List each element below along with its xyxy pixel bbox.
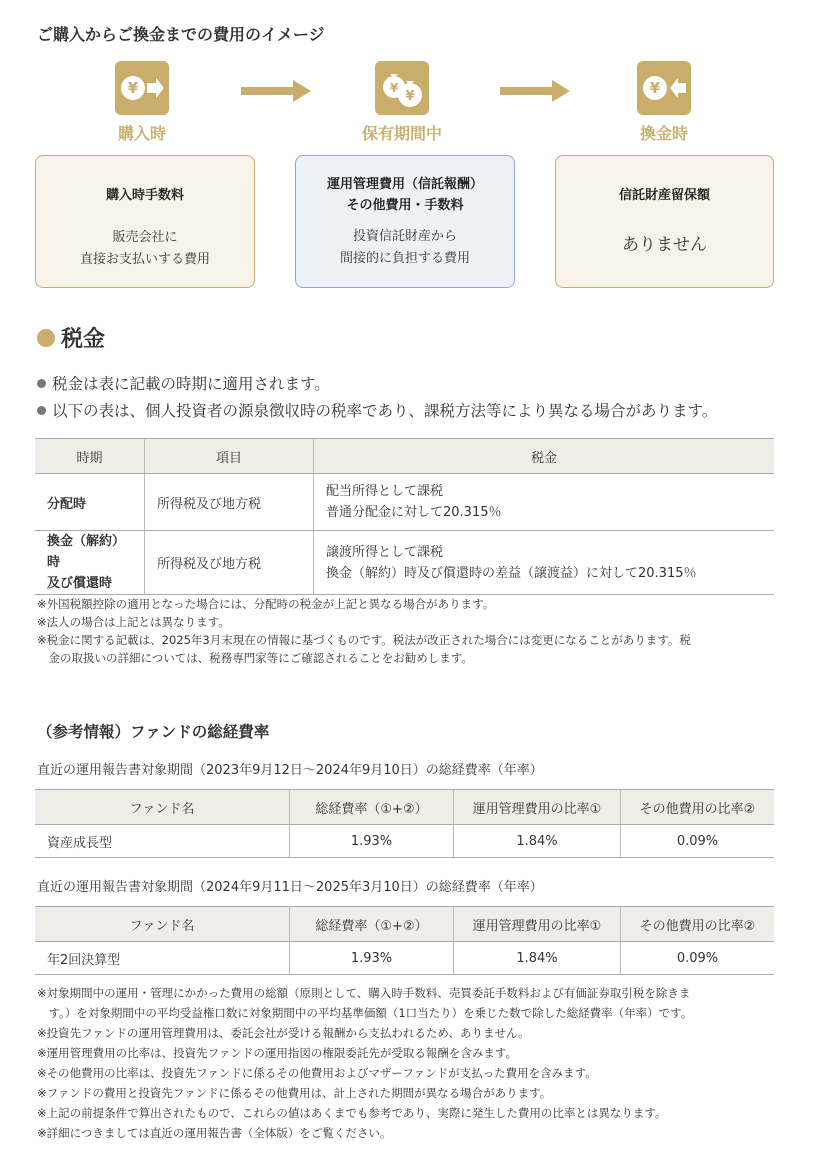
tax-notes: ※外国税額控除の適用となった場合には、分配時の税金が上記と異なる場合があります。 ※法人の場合は上記とは異なります。 ※税金に関する記載は、2025年3月末現在の情報に基づくものです。税法が改正された場合には変更になることがあります。税 金の取扱いの詳細については、税務専門家等にご確認されることをお勧めします。	[37, 597, 691, 665]
tax-period-cell: 換金（解約）時 及び償還時	[35, 531, 145, 595]
mgmt-ratio-cell: 1.84%	[454, 825, 621, 858]
yen-arrow-in-icon	[637, 61, 691, 115]
tax-rate-cell: 配当所得として課税 普通分配金に対して20.315％	[314, 474, 775, 531]
flow-step-purchase: 購入時	[117, 124, 166, 143]
table-row	[35, 825, 774, 858]
tax-item-cell: 所得税及び地方税	[145, 474, 314, 531]
svg-text:¥: ¥	[127, 79, 139, 97]
card-body-line: 直接お支払いする費用	[79, 252, 210, 267]
tax-heading	[37, 322, 105, 353]
bullet-dot-icon	[37, 379, 46, 388]
card-body-line: 販売会社に	[112, 230, 178, 245]
purchase-fee-card	[35, 155, 255, 288]
ratio-table	[35, 906, 774, 975]
card-title: 購入時手数料	[105, 188, 184, 203]
flow-arrow-icon	[500, 80, 570, 102]
ratio-period: 直近の運用報告書対象期間（2024年9月11日～2025年3月10日）の総経費率（年率）	[37, 880, 543, 895]
table-header: 税金	[314, 439, 775, 474]
flow-step-holding: 保有期間中	[361, 124, 442, 143]
table-row	[35, 474, 774, 531]
svg-text:¥: ¥	[405, 89, 415, 104]
card-title: 運用管理費用（信託報酬）	[326, 177, 483, 192]
flow-step-redemption: 換金時	[639, 124, 688, 143]
svg-text:¥: ¥	[649, 79, 661, 97]
bullet-dot-icon	[37, 406, 46, 415]
ratio-heading: （参考情報）ファンドの総経費率	[37, 723, 270, 741]
ratio-period: 直近の運用報告書対象期間（2023年9月12日～2024年9月10日）の総経費率（年率）	[37, 763, 543, 778]
table-header: 項目	[145, 439, 314, 474]
card-body-line: 投資信託財産から	[352, 229, 457, 244]
other-ratio-cell: 0.09%	[621, 825, 775, 858]
bullet-dot-icon	[37, 329, 55, 347]
ratio-notes: ※対象期間中の運用・管理にかかった費用の総額（原則として、購入時手数料、売買委託手数料および有価証券取引税を除きま す。）を対象期間中の平均受益権口数に対象期間中の平均基準価額（1口当たり）を乗じた数で除した総経費率（年率）です。 ※投資先ファンドの運用管理費用は、委託会社が受ける報酬から支払われるため、ありません。 ※運用管理費用の比率は、投資先ファンドの運用指図の権限委託先が受取る報酬を含みます。 ※その他費用の比率は、投資先ファンドに係るその他費用およびマザーファンドが支払った費用を含みます。 ※ファンドの費用と投資先ファンドに係るその他費用は、計上された期間が異なる場合があります。 ※上記の前提条件で算出されたもので、これらの値はあくまでも参考であり、実際に発生した費用の比率とは異なります。 ※詳細につきましては直近の運用報告書（全体版）をご覧ください。	[37, 986, 693, 1140]
table-header: 運用管理費用の比率①	[454, 907, 621, 942]
mgmt-ratio-cell: 1.84%	[454, 942, 621, 975]
tax-period-cell: 分配時	[35, 474, 145, 531]
trust-reserve-card	[555, 155, 774, 288]
tax-table	[35, 438, 774, 595]
table-header: 総経費率（①+②）	[290, 907, 454, 942]
table-header: 運用管理費用の比率①	[454, 790, 621, 825]
table-header: その他費用の比率②	[621, 907, 775, 942]
svg-text:¥: ¥	[389, 81, 399, 95]
fund-name-cell: 年2回決算型	[35, 942, 290, 975]
money-bags-yen-icon	[375, 61, 429, 115]
table-header: ファンド名	[35, 907, 290, 942]
total-ratio-cell: 1.93%	[290, 825, 454, 858]
table-header: ファンド名	[35, 790, 290, 825]
table-header: その他費用の比率②	[621, 790, 775, 825]
tax-rate-cell: 譲渡所得として課税 換金（解約）時及び償還時の差益（譲渡益）に対して20.315％	[314, 531, 775, 595]
table-header: 時期	[35, 439, 145, 474]
ratio-table	[35, 789, 774, 858]
flow-arrow-icon	[241, 80, 311, 102]
fund-name-cell: 資産成長型	[35, 825, 290, 858]
table-row	[35, 531, 774, 595]
card-title: 信託財産留保額	[618, 188, 710, 203]
other-ratio-cell: 0.09%	[621, 942, 775, 975]
card-title: その他費用・手数料	[346, 198, 464, 213]
tax-item-cell: 所得税及び地方税	[145, 531, 314, 595]
tax-bullet: 以下の表は、個人投資者の源泉徴収時の税率であり、課税方法等により異なる場合があります。	[37, 399, 717, 421]
total-ratio-cell: 1.93%	[290, 942, 454, 975]
card-body-line: 間接的に負担する費用	[339, 251, 470, 266]
page-title: ご購入からご換金までの費用のイメージ	[37, 25, 325, 44]
yen-arrow-out-icon	[115, 61, 169, 115]
table-header: 総経費率（①+②）	[290, 790, 454, 825]
card-body-line: ありません	[622, 235, 707, 255]
tax-bullet: 税金は表に記載の時期に適用されます。	[37, 372, 330, 394]
tax-heading-text: 税金	[61, 327, 106, 352]
management-fee-card	[295, 155, 515, 288]
table-row	[35, 942, 774, 975]
